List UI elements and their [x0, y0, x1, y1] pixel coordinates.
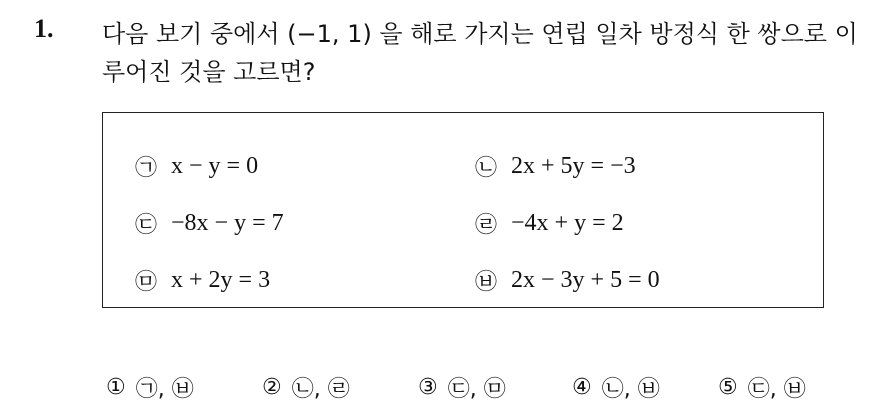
answer-choice[interactable]: [572, 372, 660, 403]
equation: −8x − y = 7: [171, 210, 284, 236]
equation: 2x + 5y = −3: [511, 153, 636, 179]
item-marker: ㉢: [135, 213, 158, 238]
answer-choice[interactable]: [418, 372, 506, 403]
choice-text: ㉡, ㉣: [291, 377, 350, 402]
item-marker: ㉣: [475, 213, 498, 238]
answer-choice[interactable]: [262, 372, 350, 403]
equation: x + 2y = 3: [171, 267, 271, 293]
item-marker: ㉥: [475, 270, 498, 295]
example-box: [102, 112, 824, 308]
example-item: [475, 151, 636, 182]
example-item: [135, 265, 270, 296]
answer-choice[interactable]: [106, 372, 194, 403]
choice-number: ④: [572, 375, 592, 400]
choice-text: ㉠, ㉥: [135, 377, 194, 402]
choice-number: ②: [262, 375, 282, 400]
example-item: [475, 265, 660, 296]
question-number: 1.: [34, 14, 54, 43]
choice-number: ①: [106, 375, 126, 400]
question-text: 다음 보기 중에서 (−1, 1) 을 해로 가지는 연립 일차 방정식 한 쌍으로 이루어진 것을 고르면?: [102, 20, 858, 86]
example-item: [475, 208, 624, 239]
choice-number: ③: [418, 375, 438, 400]
choice-text: ㉢, ㉥: [747, 377, 806, 402]
equation: −4x + y = 2: [511, 210, 624, 236]
equation: x − y = 0: [171, 153, 259, 179]
item-marker: ㉤: [135, 270, 158, 295]
item-marker: ㉡: [475, 156, 498, 181]
choice-text: ㉡, ㉥: [601, 377, 660, 402]
choice-text: ㉢, ㉤: [447, 377, 506, 402]
item-marker: ㉠: [135, 156, 158, 181]
choice-number: ⑤: [718, 375, 738, 400]
equation: 2x − 3y + 5 = 0: [511, 267, 660, 293]
example-item: [135, 208, 284, 239]
answer-choice[interactable]: [718, 372, 806, 403]
example-item: [135, 151, 258, 182]
